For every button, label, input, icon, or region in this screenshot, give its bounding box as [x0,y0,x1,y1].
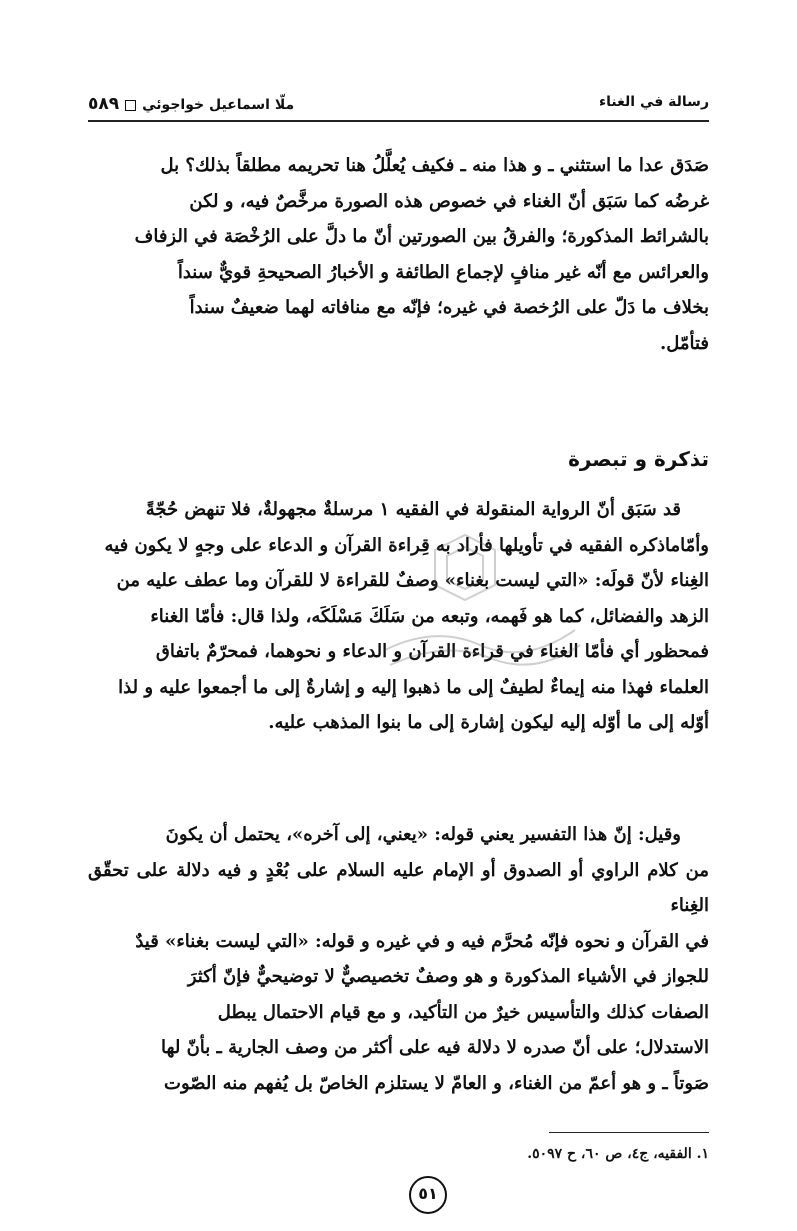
text-line: فتأمّل. [659,332,709,354]
header-rule [88,120,709,122]
header-book-title: رسالة في الغناء [599,94,709,110]
paragraph-2 [88,492,709,741]
square-separator-icon [125,100,136,111]
text-line: الصفات كذلك والتأسيس خيرٌ من التأكيد، و مع قيام الاحتمال يبطل [217,1001,709,1023]
header-author: ملّا اسماعيل خواجوئي [142,97,295,113]
text-line: الغِناء لأنّ قولَه: «التي ليست بغناء» وصفٌ للقراءة لا للقرآن وما عطف عليه من [116,570,709,591]
text-line: بالشرائط المذكورة؛ والفرقُ بين الصورتين أنّ ما دلَّ على الرُخْصَة في الزفاف [134,226,709,247]
text-line: فمحظور أي فأمّا الغناء في قراءة القرآن و الدعاء و نحوهما، فمحرّمٌ باتفاق [155,641,709,662]
text-line: أوّله إلى ما أوّله إليه ليكون إشارة إلى ما بنوا المذهب عليه. [268,712,709,733]
text-line: والعرائس مع أنّه غير منافٍ لإجماع الطائفة و الأخبارُ الصحيحةِ قويٌّ سنداً [177,261,709,283]
text-line: صَوتاً ـ و هو أعمّ من الغناء، و العامّ لا يستلزم الخاصّ بل يُفهم منه الصّوت [164,1072,709,1094]
footnote-rule [549,1132,709,1133]
text-line: الاستدلال؛ على أنّ صدره لا دلالة فيه على أكثر من وصف الجارية ـ بأنّ لها [161,1037,709,1058]
text-line: الزهد والفضائل، كما هو فَهمه، وتبعه من سَلَكَ مَسْلَكَه، ولذا قال: فأمّا الغناء [150,605,709,627]
paragraph-1 [88,148,709,361]
text-line: غرضُه كما سَبَق أنّ الغناء في خصوص هذه الصورة مرخَّصٌ فيه، و لكن [189,190,709,212]
text-line: في القرآن و نحوه فإنّه مُحرَّم فيه و في غيره و قوله: «التي ليست بغناء» قيدٌ [135,930,709,952]
text-line: من كلام الراوي أو الصدوق أو الإمام عليه السلام على بُعْدٍ و فيه دلالة على تحقّق الغِناء [88,859,709,916]
text-line: وقيل: إنّ هذا التفسير يعني قوله: «يعني، إلى آخره»، يحتمل أن يكونَ [165,824,681,845]
section-heading: تذكرة و تبصرة [568,447,709,471]
paragraph-3 [88,817,709,1101]
text-line: وأمّاماذكره الفقيه في تأويلها فأراد به قِراءة القرآن و الدعاء على وجهٍ لا يكون فيه [104,534,709,556]
text-line: صَدَق عدا ما استثني ـ و هذا منه ـ فكيف يُعلَّلُ هنا تحريمه مطلقاً بذلك؟ بل [160,155,709,176]
text-line: للجواز في الأشياء المذكورة و هو وصفٌ تخصيصيٌّ لا توضيحيٌّ فإنّ أكثرَ [187,966,709,987]
running-header [88,92,709,118]
header-page-number: ٥٨٩ [88,94,120,114]
text-line: العلماء فهذا منه إيماءٌ لطيفٌ إلى ما ذهبوا إليه و إشارةٌ إلى ما أجمعوا عليه و لذا [118,676,709,698]
text-line: قد سَبَق أنّ الرواية المنقولة في الفقيه ١ مرسلةٌ مجهولةٌ، فلا تنهض حُجّةً [145,499,681,520]
footnote: ١. الفقيه، ج٤، ص ٦٠، ح ٥٠٩٧. [527,1146,709,1162]
page-number-circle: ٥١ [409,1176,447,1214]
text-line: بخلاف ما دَلّ على الرُخصة في غيره؛ فإنّه مع منافاته لهما ضعيفٌ سنداً [189,297,709,318]
header-author-page [88,94,294,114]
